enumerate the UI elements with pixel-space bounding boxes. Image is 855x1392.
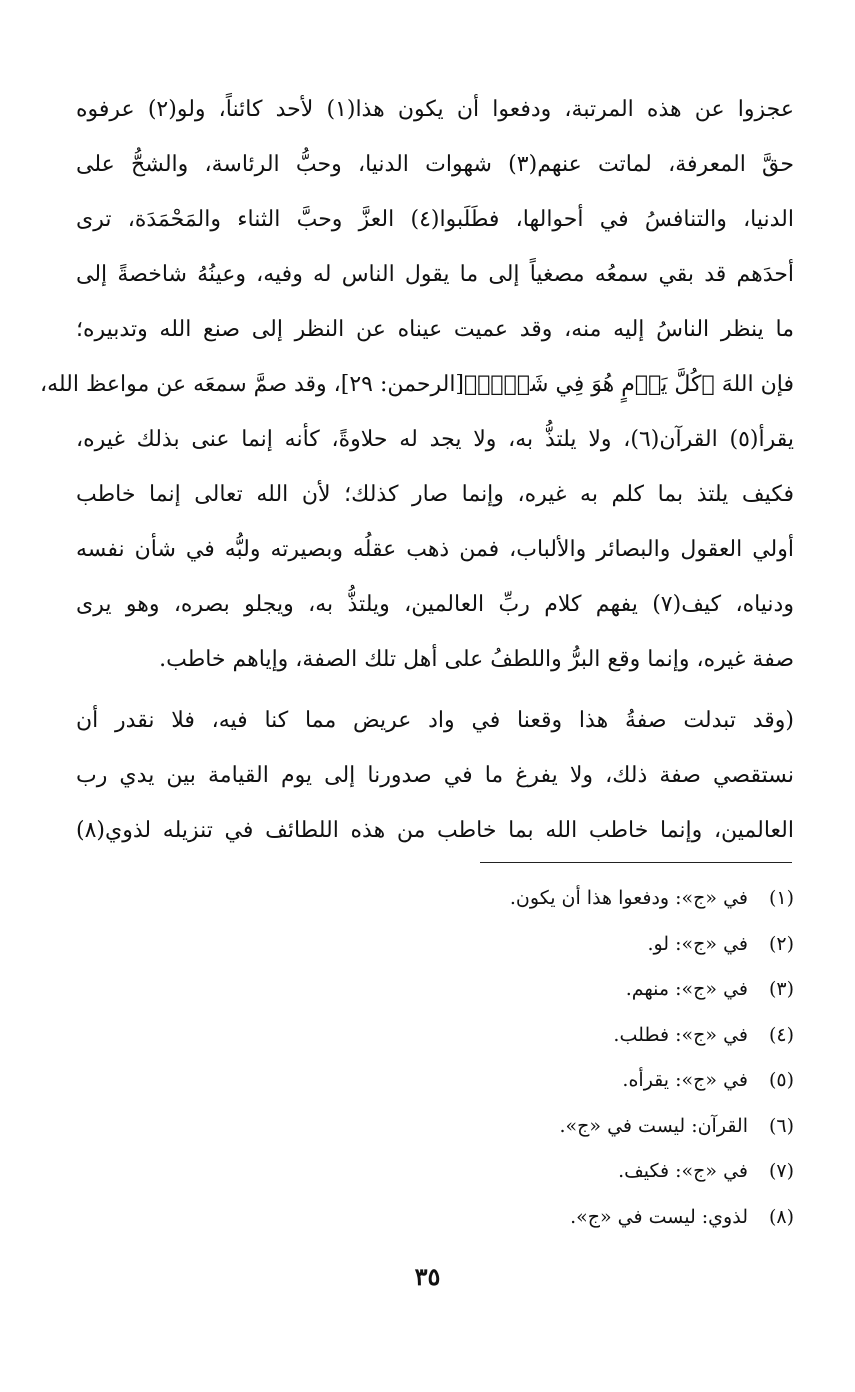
- footnote: [300, 876, 794, 922]
- text-line: الدنيا، والتنافسُ في أحوالها، فطَلَبوا(٤) العزَّ وحبَّ الثناء والمَحْمَدَة، ترى: [76, 207, 794, 232]
- footnote-number: (٢): [768, 932, 794, 955]
- footnote-divider: [480, 862, 792, 863]
- footnote-text: في «ج»: فطلب.: [613, 1023, 748, 1046]
- text-line: ما ينظر الناسُ إليه منه، وقد عميت عيناه عن النظر إلى صنع الله وتدبيره؛: [76, 317, 794, 342]
- footnote-number: (٧): [768, 1160, 794, 1182]
- text-line: العالمين، وإنما خاطب الله بما خاطب من هذه اللطائف في تنزيله لذوي(٨): [76, 818, 794, 843]
- footnote-text: في «ج»: يقرأه.: [622, 1069, 748, 1091]
- footnote-text: في «ج»: لو.: [647, 932, 748, 955]
- footnotes: [300, 876, 794, 1240]
- footnote-number: (٥): [768, 1069, 794, 1091]
- text-line: فكيف يلتذ بما كلم به غيره، وإنما صار كذلك؛ لأن الله تعالى إنما خاطب: [76, 482, 794, 507]
- text-line: أحدَهم قد بقي سمعُه مصغياً إلى ما يقول الناس له وفيه، وعينُهُ شاخصةً إلى: [76, 262, 794, 287]
- footnote-number: (٣): [768, 978, 794, 1000]
- footnote: [300, 1104, 794, 1150]
- footnote: [300, 922, 794, 968]
- text-line: نستقصي صفة ذلك، ولا يفرغ ما في صدورنا إلى يوم القيامة بين يدي رب: [76, 763, 794, 788]
- footnote: [300, 967, 794, 1013]
- footnote-number: (٨): [768, 1205, 794, 1228]
- text-line: (وقد تبدلت صفةُ هذا وقعنا في واد عريض مما كنا فيه، فلا نقدر أن: [76, 708, 794, 733]
- footnote: [300, 1195, 794, 1241]
- footnote: [300, 1149, 794, 1195]
- main-text: [40, 82, 795, 858]
- footnote-number: (٦): [768, 1114, 794, 1137]
- text-line: عجزوا عن هذه المرتبة، ودفعوا أن يكون هذا(١) لأحد كائناً، ولو(٢) عرفوه: [76, 97, 794, 122]
- footnote-text: لذوي: ليست في «ج».: [570, 1205, 748, 1228]
- footnote-text: في «ج»: فكيف.: [618, 1160, 748, 1182]
- text-line: صفة غيره، وإنما وقع البرُّ واللطفُ على أهل تلك الصفة، وإياهم خاطب.: [159, 647, 794, 672]
- text-line: حقَّ المعرفة، لماتت عنهم(٣) شهوات الدنيا، وحبُّ الرئاسة، والشحُّ على: [76, 152, 795, 177]
- footnote-text: في «ج»: منهم.: [625, 978, 748, 1000]
- text-line: فإن اللهَ ﴿كُلَّ يَوۡمٍ هُوَ فِي شَأۡنٖ﴾[الرحمن: ٢٩]، وقد صمَّ سمعَه عن مواعظ الله،: [40, 372, 794, 397]
- footnote: [300, 1058, 794, 1104]
- footnote: [300, 1013, 794, 1059]
- footnote-number: (٤): [768, 1023, 794, 1046]
- text-line: ودنياه، كيف(٧) يفهم كلام ربِّ العالمين، ويلتذُّ به، ويجلو بصره، وهو يرى: [76, 592, 794, 617]
- text-line: أولي العقول والبصائر والألباب، فمن ذهب عقلُه وبصيرته ولبُّه في شأن نفسه: [76, 537, 794, 562]
- page-number: ٣٥: [414, 1262, 441, 1291]
- footnote-text: في «ج»: ودفعوا هذا أن يكون.: [509, 887, 748, 909]
- footnote-text: القرآن: ليست في «ج».: [559, 1114, 748, 1137]
- footnote-number: (١): [768, 887, 794, 909]
- text-line: يقرأ(٥) القرآن(٦)، ولا يلتذُّ به، ولا يجد له حلاوةً، كأنه إنما عنى بذلك غيره،: [76, 427, 794, 452]
